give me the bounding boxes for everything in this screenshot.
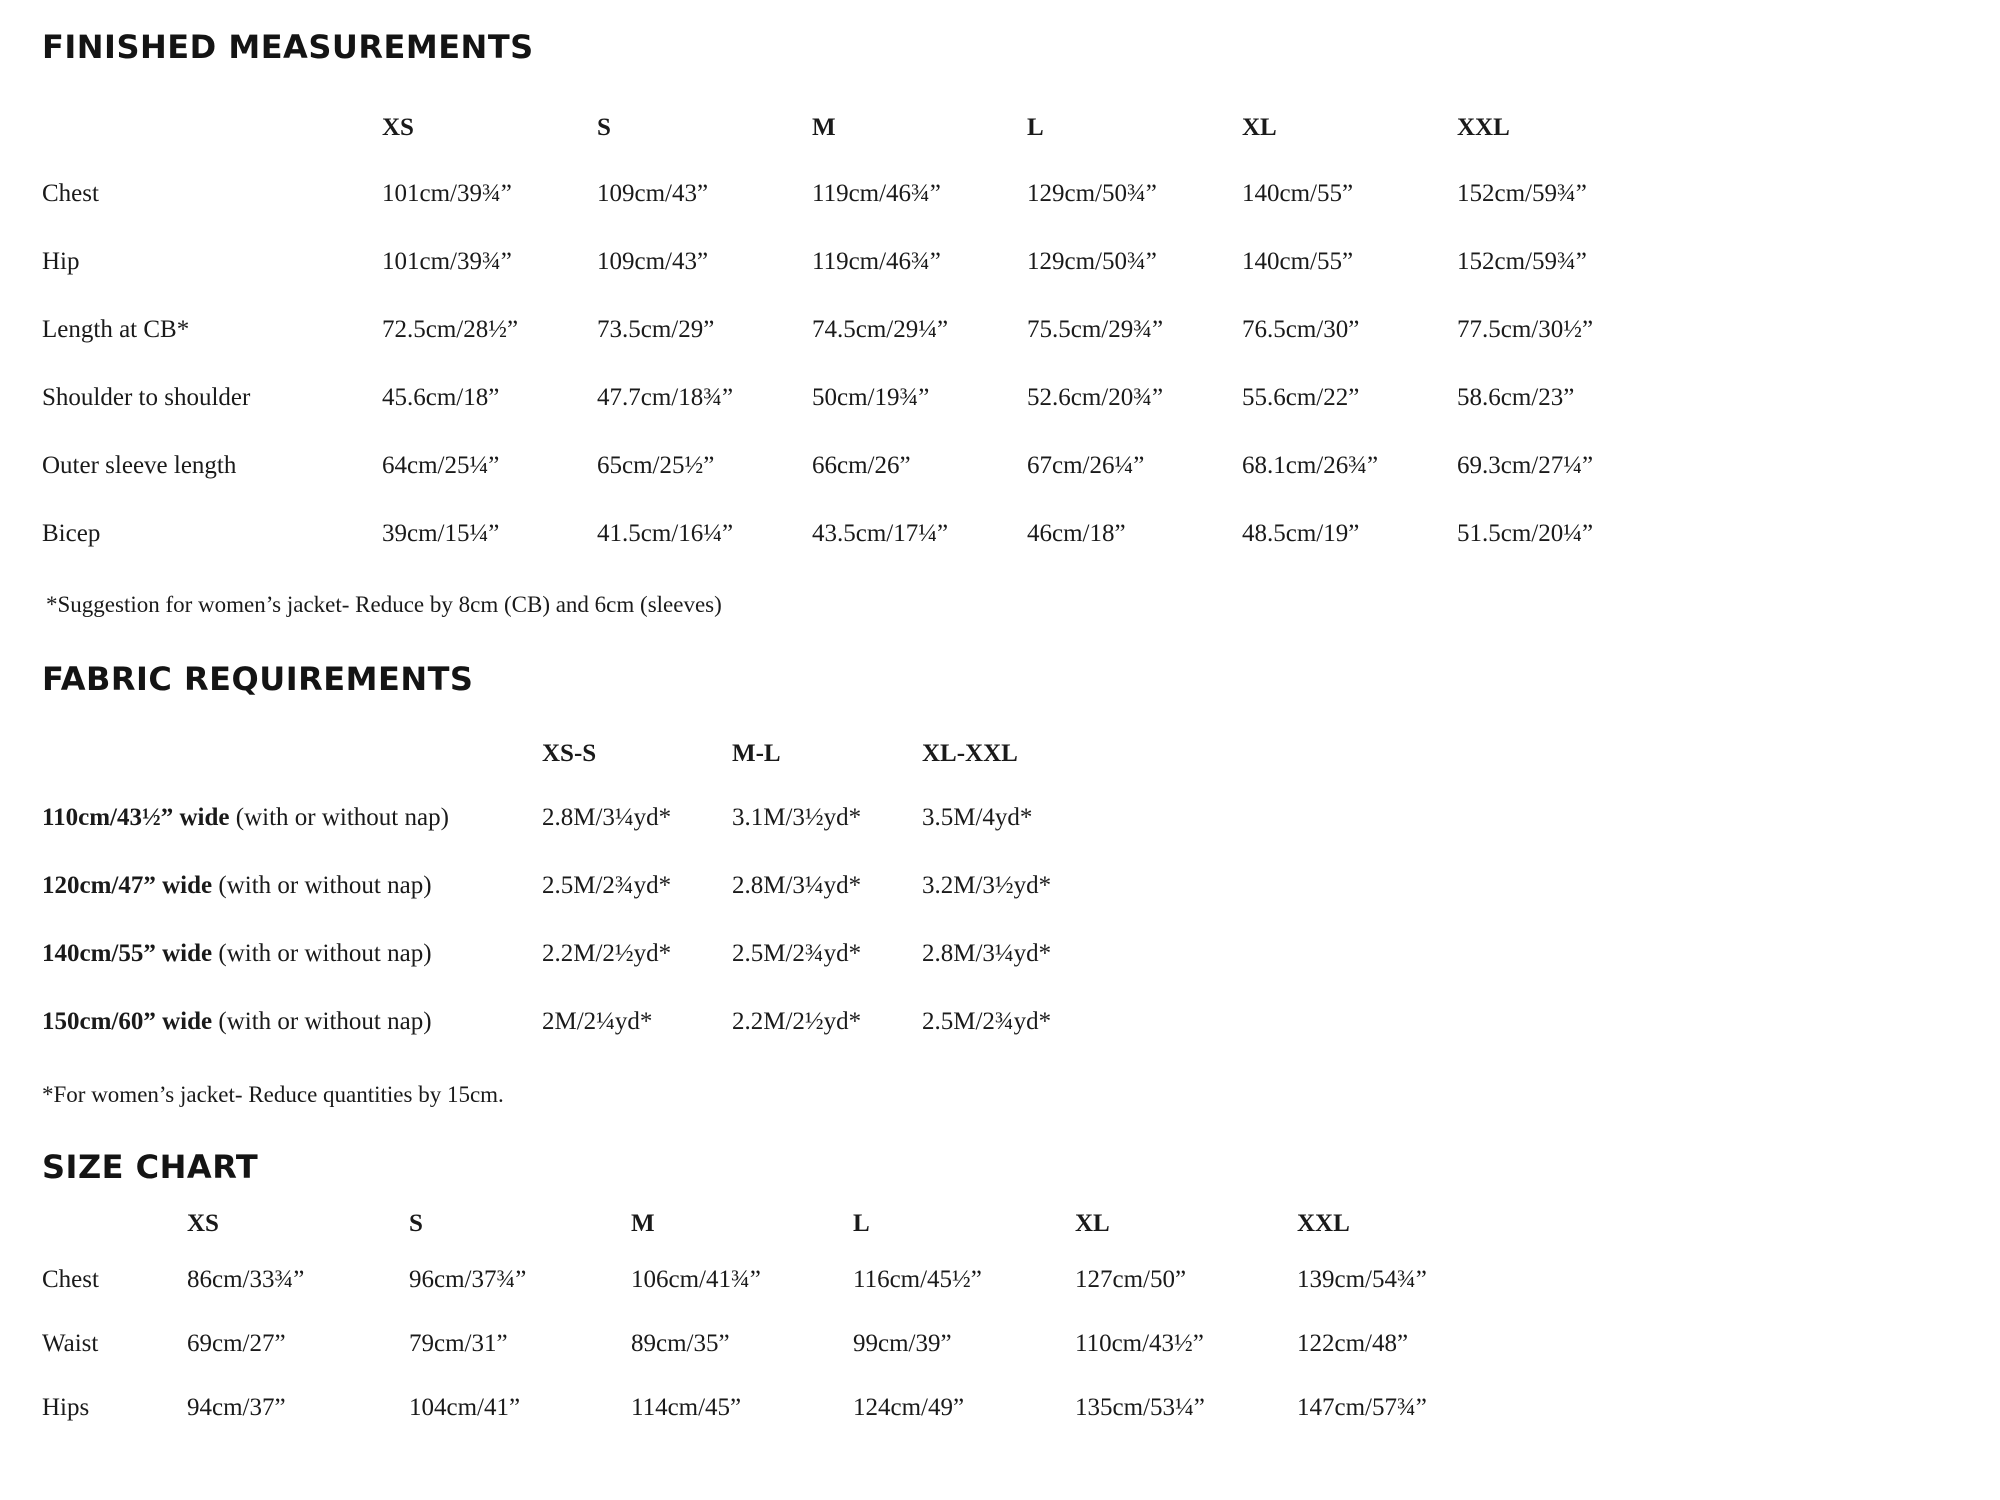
cell: 101cm/39¾” xyxy=(382,180,512,207)
column-header-xs: XS xyxy=(382,114,414,141)
cell: 109cm/43” xyxy=(597,248,709,275)
cell: 114cm/45” xyxy=(631,1394,742,1421)
cell: 79cm/31” xyxy=(409,1330,508,1357)
column-header-blank xyxy=(42,1208,187,1266)
cell: 129cm/50¾” xyxy=(1027,248,1157,275)
row-label xyxy=(42,804,542,872)
cell: 69cm/27” xyxy=(187,1330,286,1357)
cell: 116cm/45½” xyxy=(853,1266,982,1293)
cell: 3.2M/3½yd* xyxy=(922,872,1052,899)
cell: 135cm/53¼” xyxy=(1075,1394,1205,1421)
cell: 52.6cm/20¾” xyxy=(1027,384,1164,411)
cell: 94cm/37” xyxy=(187,1394,286,1421)
cell: 2.8M/3¼yd* xyxy=(732,872,862,899)
cell: 75.5cm/29¾” xyxy=(1027,316,1164,343)
table-header-row xyxy=(42,736,1112,804)
fabric-requirements-table xyxy=(42,736,1112,1076)
table-row xyxy=(42,452,1672,520)
cell: 72.5cm/28½” xyxy=(382,316,519,343)
cell: 119cm/46¾” xyxy=(812,180,941,207)
column-header-l: L xyxy=(1027,114,1044,141)
table-row xyxy=(42,804,1112,872)
cell: 45.6cm/18” xyxy=(382,384,500,411)
column-header-s: S xyxy=(409,1210,423,1237)
cell: 67cm/26¼” xyxy=(1027,452,1145,479)
finished-measurements-note: *Suggestion for women’s jacket- Reduce by 8cm (CB) and 6cm (sleeves) xyxy=(46,592,722,617)
column-header-m: M xyxy=(631,1210,655,1237)
cell: 140cm/55” xyxy=(1242,248,1354,275)
cell: 2.5M/2¾yd* xyxy=(732,940,862,967)
row-label: Bicep xyxy=(42,520,101,547)
cell: 73.5cm/29” xyxy=(597,316,715,343)
cell: 110cm/43½” xyxy=(1075,1330,1204,1357)
table-row xyxy=(42,940,1112,1008)
column-header-xxl: XXL xyxy=(1297,1210,1350,1237)
row-label-nap: (with or without nap) xyxy=(229,804,449,831)
cell: 152cm/59¾” xyxy=(1457,248,1587,275)
row-label xyxy=(42,940,542,1008)
cell: 69.3cm/27¼” xyxy=(1457,452,1594,479)
cell: 41.5cm/16¼” xyxy=(597,520,734,547)
row-label: Hip xyxy=(42,248,80,275)
column-header-s: S xyxy=(597,114,611,141)
cell: 122cm/48” xyxy=(1297,1330,1409,1357)
cell: 119cm/46¾” xyxy=(812,248,941,275)
column-header-xl: XL xyxy=(1075,1210,1110,1237)
cell: 104cm/41” xyxy=(409,1394,521,1421)
fabric-requirements-section xyxy=(42,660,1442,1108)
cell: 2.5M/2¾yd* xyxy=(542,872,672,899)
cell: 55.6cm/22” xyxy=(1242,384,1360,411)
table-row xyxy=(42,520,1672,588)
cell: 2.8M/3¼yd* xyxy=(922,940,1052,967)
cell: 76.5cm/30” xyxy=(1242,316,1360,343)
row-label-width: 110cm/43½” wide xyxy=(42,804,230,831)
cell: 39cm/15¼” xyxy=(382,520,500,547)
cell: 64cm/25¼” xyxy=(382,452,500,479)
finished-measurements-section xyxy=(42,28,1742,618)
table-row xyxy=(42,1394,1519,1458)
cell: 2.2M/2½yd* xyxy=(732,1008,862,1035)
cell: 106cm/41¾” xyxy=(631,1266,761,1293)
table-row xyxy=(42,316,1672,384)
table-row xyxy=(42,180,1672,248)
cell: 66cm/26” xyxy=(812,452,911,479)
row-label-nap: (with or without nap) xyxy=(212,872,432,899)
cell: 96cm/37¾” xyxy=(409,1266,527,1293)
cell: 2.5M/2¾yd* xyxy=(922,1008,1052,1035)
finished-measurements-heading: FINISHED MEASUREMENTS xyxy=(42,28,534,66)
cell: 50cm/19¾” xyxy=(812,384,930,411)
table-row xyxy=(42,1008,1112,1076)
column-header-l: L xyxy=(853,1210,870,1237)
column-header-xs: XS xyxy=(187,1210,219,1237)
table-header-row xyxy=(42,108,1672,180)
cell: 2.8M/3¼yd* xyxy=(542,804,672,831)
cell: 3.5M/4yd* xyxy=(922,804,1033,831)
cell: 99cm/39” xyxy=(853,1330,952,1357)
column-header-m-l: M-L xyxy=(732,740,781,767)
cell: 68.1cm/26¾” xyxy=(1242,452,1379,479)
fabric-requirements-note: *For women’s jacket- Reduce quantities by 15cm. xyxy=(42,1082,504,1107)
column-header-xxl: XXL xyxy=(1457,114,1510,141)
column-header-xl-xxl: XL-XXL xyxy=(922,740,1018,767)
cell: 65cm/25½” xyxy=(597,452,715,479)
row-label xyxy=(42,872,542,940)
row-label: Outer sleeve length xyxy=(42,452,237,479)
cell: 51.5cm/20¼” xyxy=(1457,520,1594,547)
table-row xyxy=(42,1330,1519,1394)
column-header-xs-s: XS-S xyxy=(542,740,597,767)
cell: 58.6cm/23” xyxy=(1457,384,1575,411)
cell: 47.7cm/18¾” xyxy=(597,384,734,411)
row-label-nap: (with or without nap) xyxy=(212,1008,432,1035)
cell: 46cm/18” xyxy=(1027,520,1126,547)
column-header-m: M xyxy=(812,114,836,141)
table-header-row xyxy=(42,1208,1519,1266)
cell: 2M/2¼yd* xyxy=(542,1008,653,1035)
row-label: Chest xyxy=(42,1266,99,1293)
cell: 147cm/57¾” xyxy=(1297,1394,1427,1421)
row-label: Length at CB* xyxy=(42,316,190,343)
size-chart-section xyxy=(42,1148,1642,1458)
row-label xyxy=(42,1008,542,1076)
cell: 89cm/35” xyxy=(631,1330,730,1357)
size-chart-table xyxy=(42,1208,1519,1458)
row-label: Chest xyxy=(42,180,99,207)
column-header-blank xyxy=(42,108,382,180)
row-label-width: 140cm/55” wide xyxy=(42,940,213,967)
cell: 3.1M/3½yd* xyxy=(732,804,862,831)
table-row xyxy=(42,872,1112,940)
size-chart-heading: SIZE CHART xyxy=(42,1148,259,1186)
cell: 109cm/43” xyxy=(597,180,709,207)
fabric-requirements-heading: FABRIC REQUIREMENTS xyxy=(42,660,474,698)
cell: 74.5cm/29¼” xyxy=(812,316,949,343)
table-row xyxy=(42,248,1672,316)
cell: 129cm/50¾” xyxy=(1027,180,1157,207)
finished-measurements-table xyxy=(42,108,1672,588)
cell: 140cm/55” xyxy=(1242,180,1354,207)
column-header-xl: XL xyxy=(1242,114,1277,141)
table-row xyxy=(42,1266,1519,1330)
cell: 139cm/54¾” xyxy=(1297,1266,1427,1293)
row-label: Hips xyxy=(42,1394,90,1421)
cell: 2.2M/2½yd* xyxy=(542,940,672,967)
cell: 152cm/59¾” xyxy=(1457,180,1587,207)
row-label: Waist xyxy=(42,1330,99,1357)
row-label: Shoulder to shoulder xyxy=(42,384,251,411)
cell: 77.5cm/30½” xyxy=(1457,316,1594,343)
row-label-nap: (with or without nap) xyxy=(212,940,432,967)
cell: 127cm/50” xyxy=(1075,1266,1187,1293)
row-label-width: 120cm/47” wide xyxy=(42,872,213,899)
cell: 124cm/49” xyxy=(853,1394,965,1421)
column-header-blank xyxy=(42,736,542,804)
cell: 101cm/39¾” xyxy=(382,248,512,275)
cell: 86cm/33¾” xyxy=(187,1266,305,1293)
table-row xyxy=(42,384,1672,452)
row-label-width: 150cm/60” wide xyxy=(42,1008,213,1035)
cell: 43.5cm/17¼” xyxy=(812,520,949,547)
cell: 48.5cm/19” xyxy=(1242,520,1360,547)
